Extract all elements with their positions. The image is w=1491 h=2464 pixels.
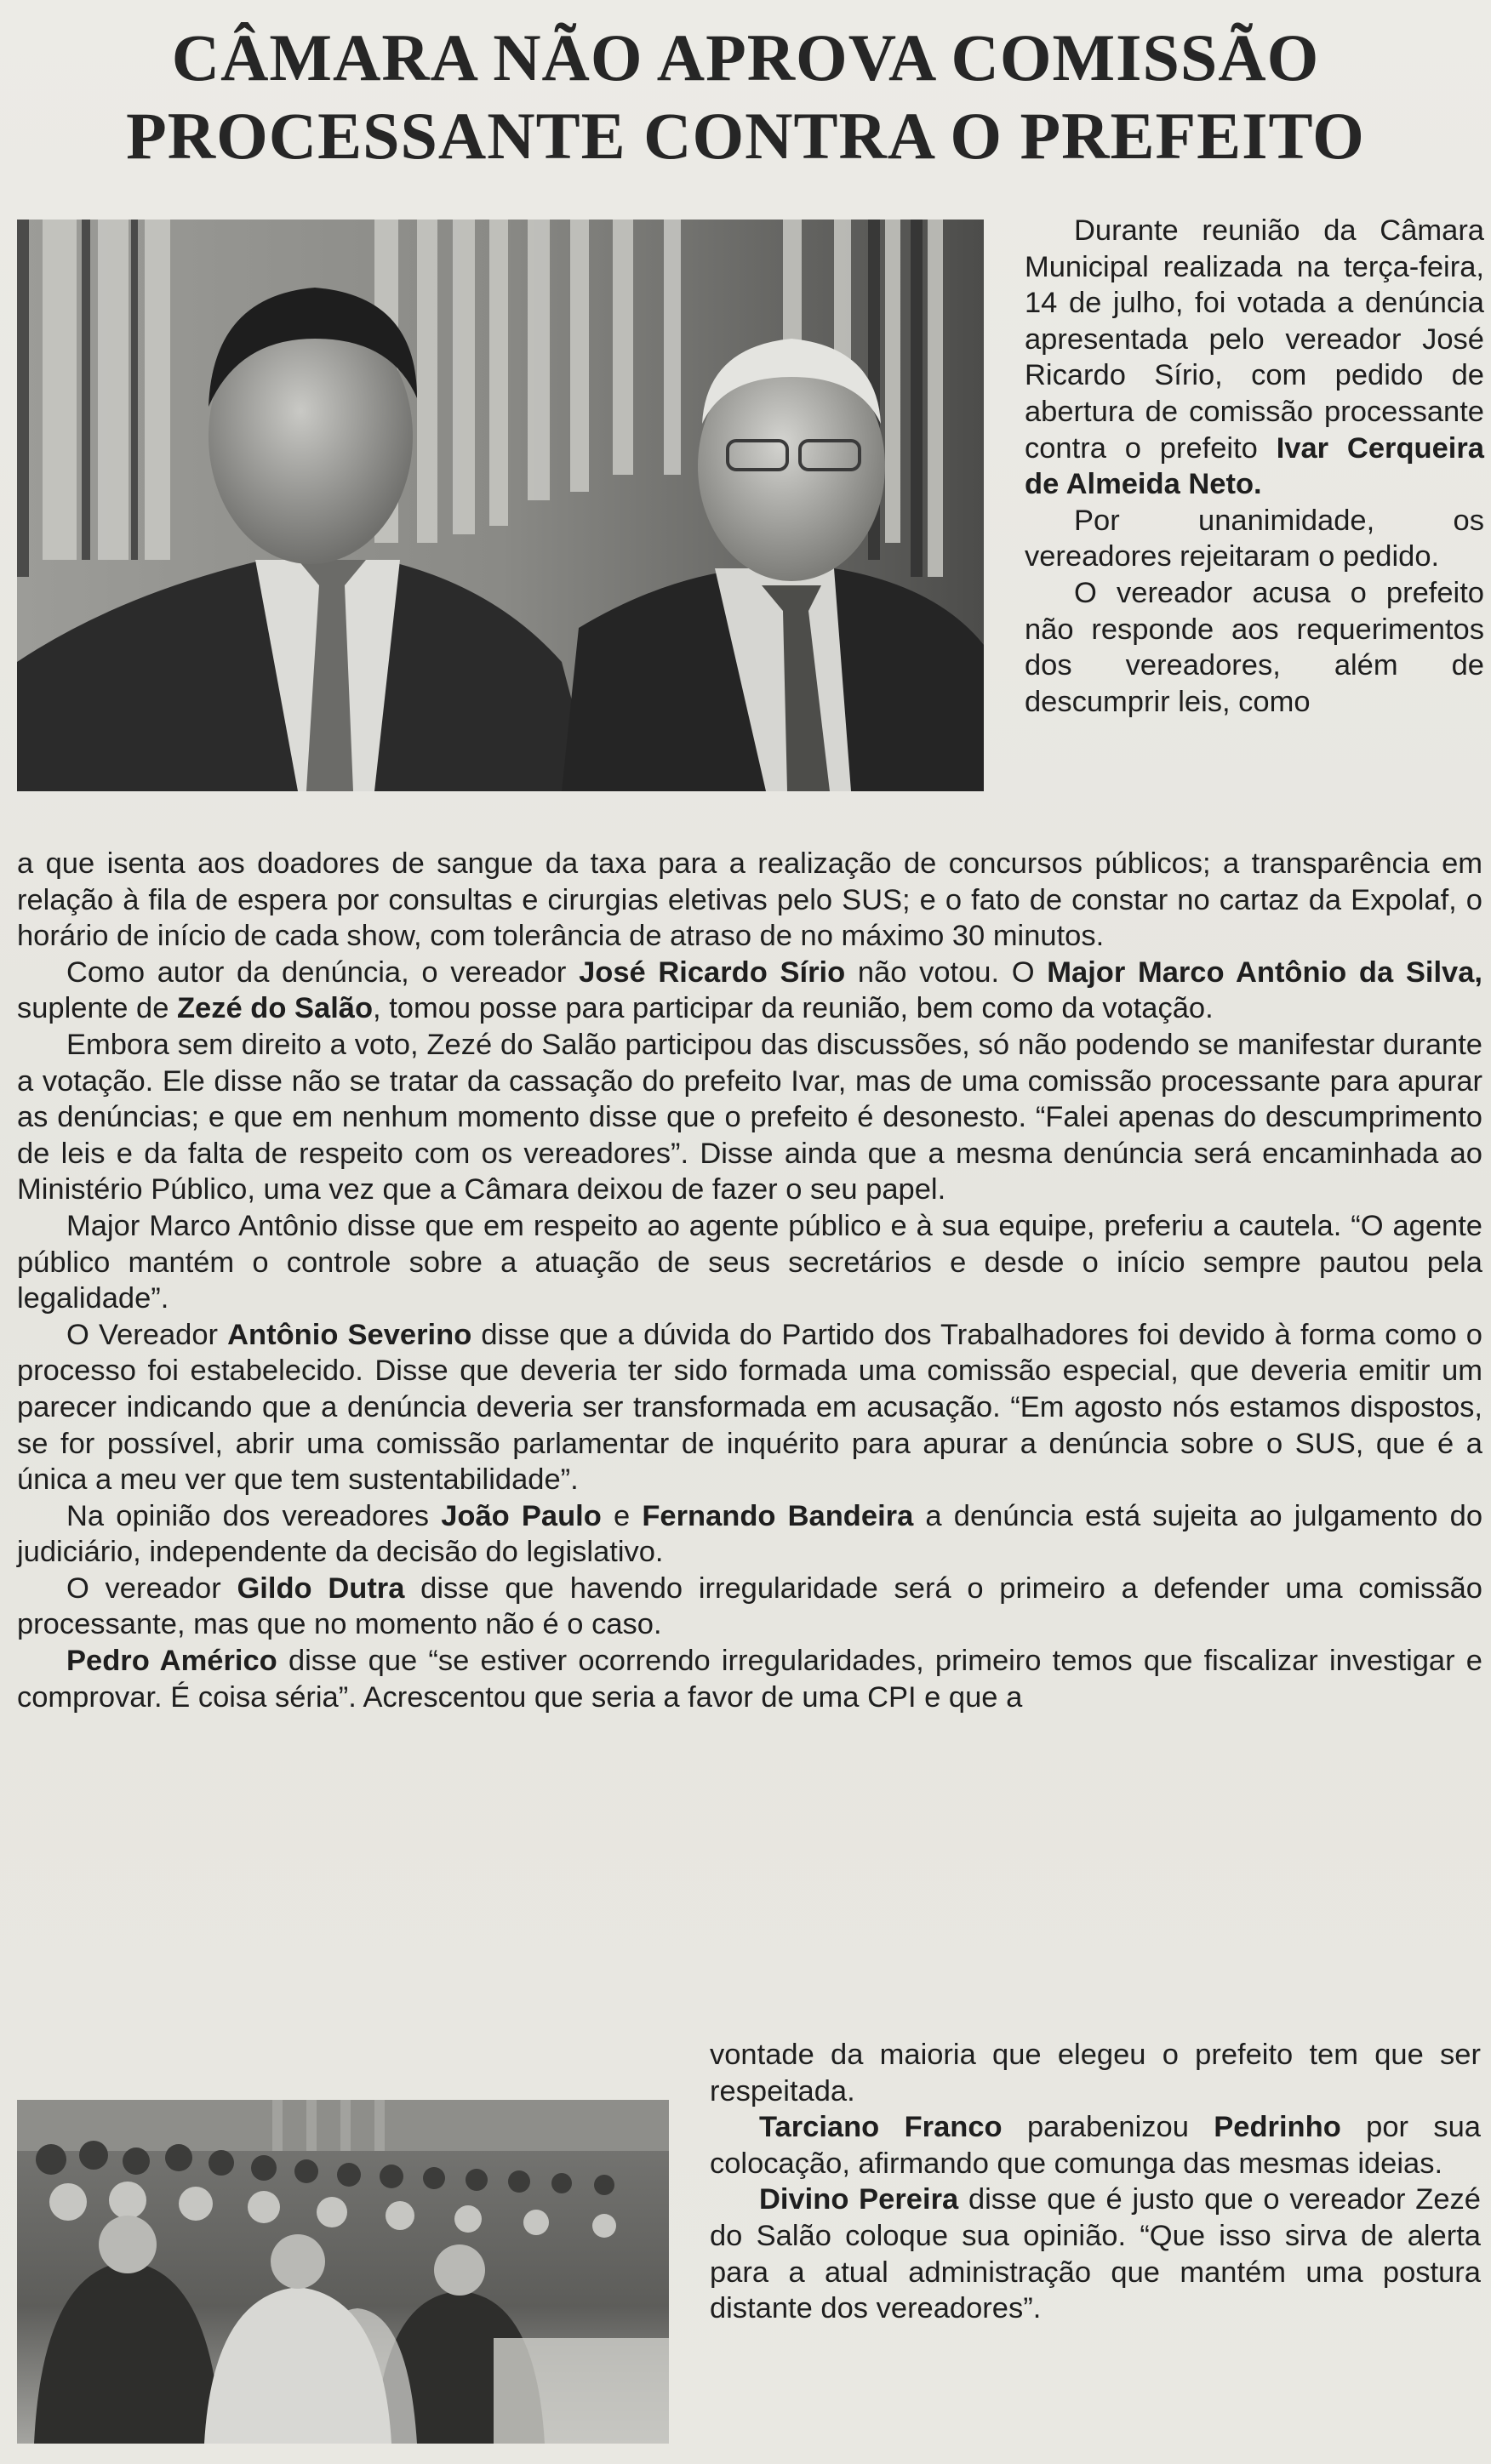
headline-line-1: CÂMARA NÃO APROVA COMISSÃO <box>171 20 1320 94</box>
article-column-right <box>1025 213 1484 720</box>
paragraph-1: Durante reunião da Câmara Municipal realizada na terça-feira, 14 de julho, foi votada a denúncia apresentada pelo vereador José Ricardo Sírio, com pedido de abertura de comissão processante contra o prefeito Ivar Cerqueira de Almeida Neto. <box>1025 214 1484 501</box>
photo-audience-seated <box>17 2100 669 2444</box>
paragraph-7: O Vereador Antônio Severino disse que a dúvida do Partido dos Trabalhadores foi devido à forma como o processo foi estabelecido. Disse que deveria ter sido formada uma comissão especial, que deveria emitir um parecer indicando que a denúncia deveria ser transformada em acusação. “Em agosto nós estamos dispostos, se for possível, abrir uma comissão parlamentar de inquérito para apurar a denúncia sobre o SUS, que é a única a meu ver que tem sustentabilidade”. <box>17 1318 1482 1497</box>
paragraph-6: Major Marco Antônio disse que em respeito ao agente público e à sua equipe, preferiu a cautela. “O agente público mantém o controle sobre a atuação de seus secretários e desde o início sempre pautou pela legalidade”. <box>17 1209 1482 1315</box>
paragraph-3b: a que isenta aos doadores de sangue da taxa para a realização de concursos públicos; a transparência em relação à fila de espera por consultas e cirurgias eletivas pelo SUS; e o fato de constar no cartaz da Expolaf, o horário de início de cada show, com tolerância de atraso de no máximo 30 minutos. <box>17 847 1482 953</box>
paragraph-10b: vontade da maioria que elegeu o prefeito tem que ser respeitada. <box>710 2039 1481 2108</box>
paragraph-9: O vereador Gildo Dutra disse que havendo irregularidade será o primeiro a defender uma comissão processante, mas que no momento não é o caso. <box>17 1571 1482 1641</box>
headline-line-2: PROCESSANTE CONTRA O PREFEITO <box>126 99 1365 173</box>
paragraph-8: Na opinião dos vereadores João Paulo e Fernando Bandeira a denúncia está sujeita ao julgamento do judiciário, independente da decisão do legislativo. <box>17 1499 1483 1569</box>
paragraph-11: Tarciano Franco parabenizou Pedrinho por sua colocação, afirmando que comunga das mesmas ideias. <box>710 2111 1481 2180</box>
photo-two-men-in-suits <box>17 220 984 791</box>
headline <box>17 19 1474 175</box>
paragraph-2: Por unanimidade, os vereadores rejeitaram o pedido. <box>1025 504 1484 573</box>
article-column-right-bottom <box>710 2037 1481 2327</box>
paragraph-4: Como autor da denúncia, o vereador José Ricardo Sírio não votou. O Major Marco Antônio da Silva, suplente de Zezé do Salão, tomou posse para participar da reunião, bem como da votação. <box>17 955 1482 1025</box>
paragraph-5: Embora sem direito a voto, Zezé do Salão participou das discussões, só não podendo se manifestar durante a votação. Ele disse não se tratar da cassação do prefeito Ivar, mas de uma comissão processante para apurar as denúncias; e que em nenhum momento disse que o prefeito é desonesto. “Falei apenas do descumprimento de leis e da falta de respeito com os vereadores”. Disse ainda que a mesma denúncia será encaminhada ao Ministério Público, uma vez que a Câmara deixou de fazer o seu papel. <box>17 1028 1482 1206</box>
article-body-full-width <box>17 846 1482 1715</box>
paragraph-12: Divino Pereira disse que é justo que o vereador Zezé do Salão coloque sua opinião. “Que isso sirva de alerta para a atual administração que mantém uma postura distante dos vereadores”. <box>710 2183 1481 2325</box>
paragraph-10: Pedro Américo disse que “se estiver ocorrendo irregularidades, primeiro temos que fiscalizar investigar e comprovar. É coisa séria”. Acrescentou que seria a favor de uma CPI e que a <box>17 1645 1482 1714</box>
paragraph-3a: O vereador acusa o prefeito não responde aos requerimentos dos vereadores, além de descumprir leis, como <box>1025 576 1484 718</box>
